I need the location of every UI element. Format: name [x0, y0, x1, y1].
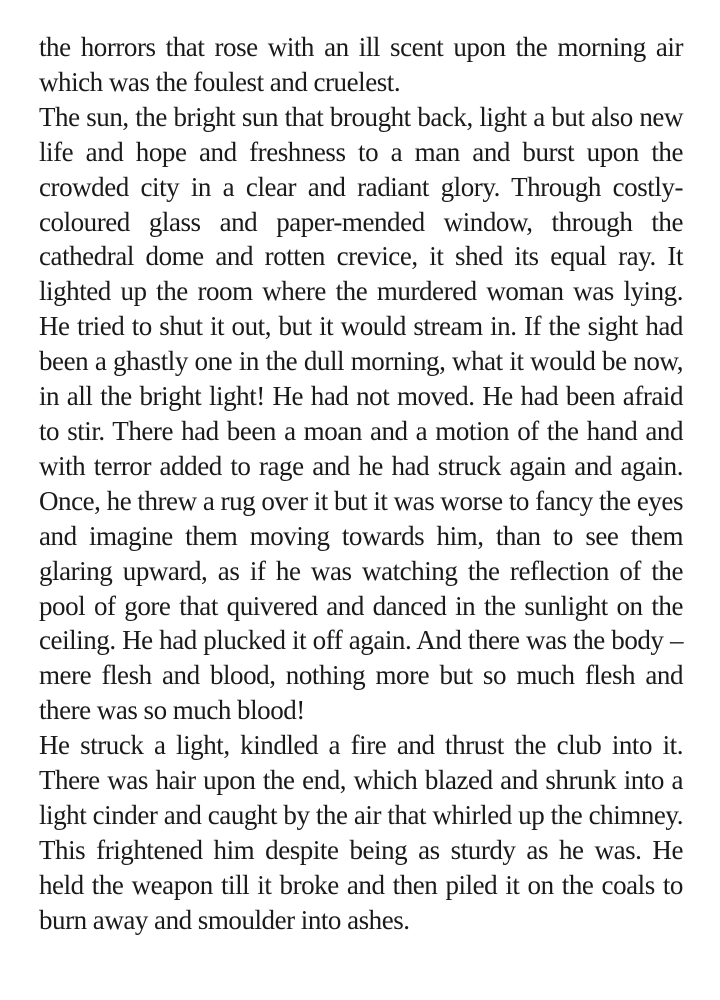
paragraph-3: He struck a light, kindled a fire and thrust the club into it. There was hair upon the end, which blazed and shrunk into a light cinder and caught by the air that whirled up the chimney. This frightened him despite being as sturdy as he was. He held the weapon till it broke and then piled it on the coals to burn away and smoulder into ashes.	[39, 730, 683, 935]
document-page	[39, 30, 683, 970]
paragraph-1: the horrors that rose with an ill scent upon the morning air which was the foulest and cruelest.	[39, 32, 683, 97]
paragraph-2: The sun, the bright sun that brought back, light a but also new life and hope and freshness to a man and burst upon the crowded city in a clear and radiant glory. Through costly-coloured glass and paper-mended window, through the cathedral dome and rotten crevice, it shed its equal ray. It lighted up the room where the murdered woman was lying. He tried to shut it out, but it would stream in. If the sight had been a ghastly one in the dull morning, what it would be now, in all the bright light! He had not moved. He had been afraid to stir. There had been a moan and a motion of the hand and with terror added to rage and he had struck again and again. Once, he threw a rug over it but it was worse to fancy the eyes and imagine them moving towards him, than to see them glaring upward, as if he was watching the reflection of the pool of gore that quivered and danced in the sunlight on the ceiling. He had plucked it off again. And there was the body – mere flesh and blood, nothing more but so much flesh and there was so much blood!	[39, 101, 683, 726]
